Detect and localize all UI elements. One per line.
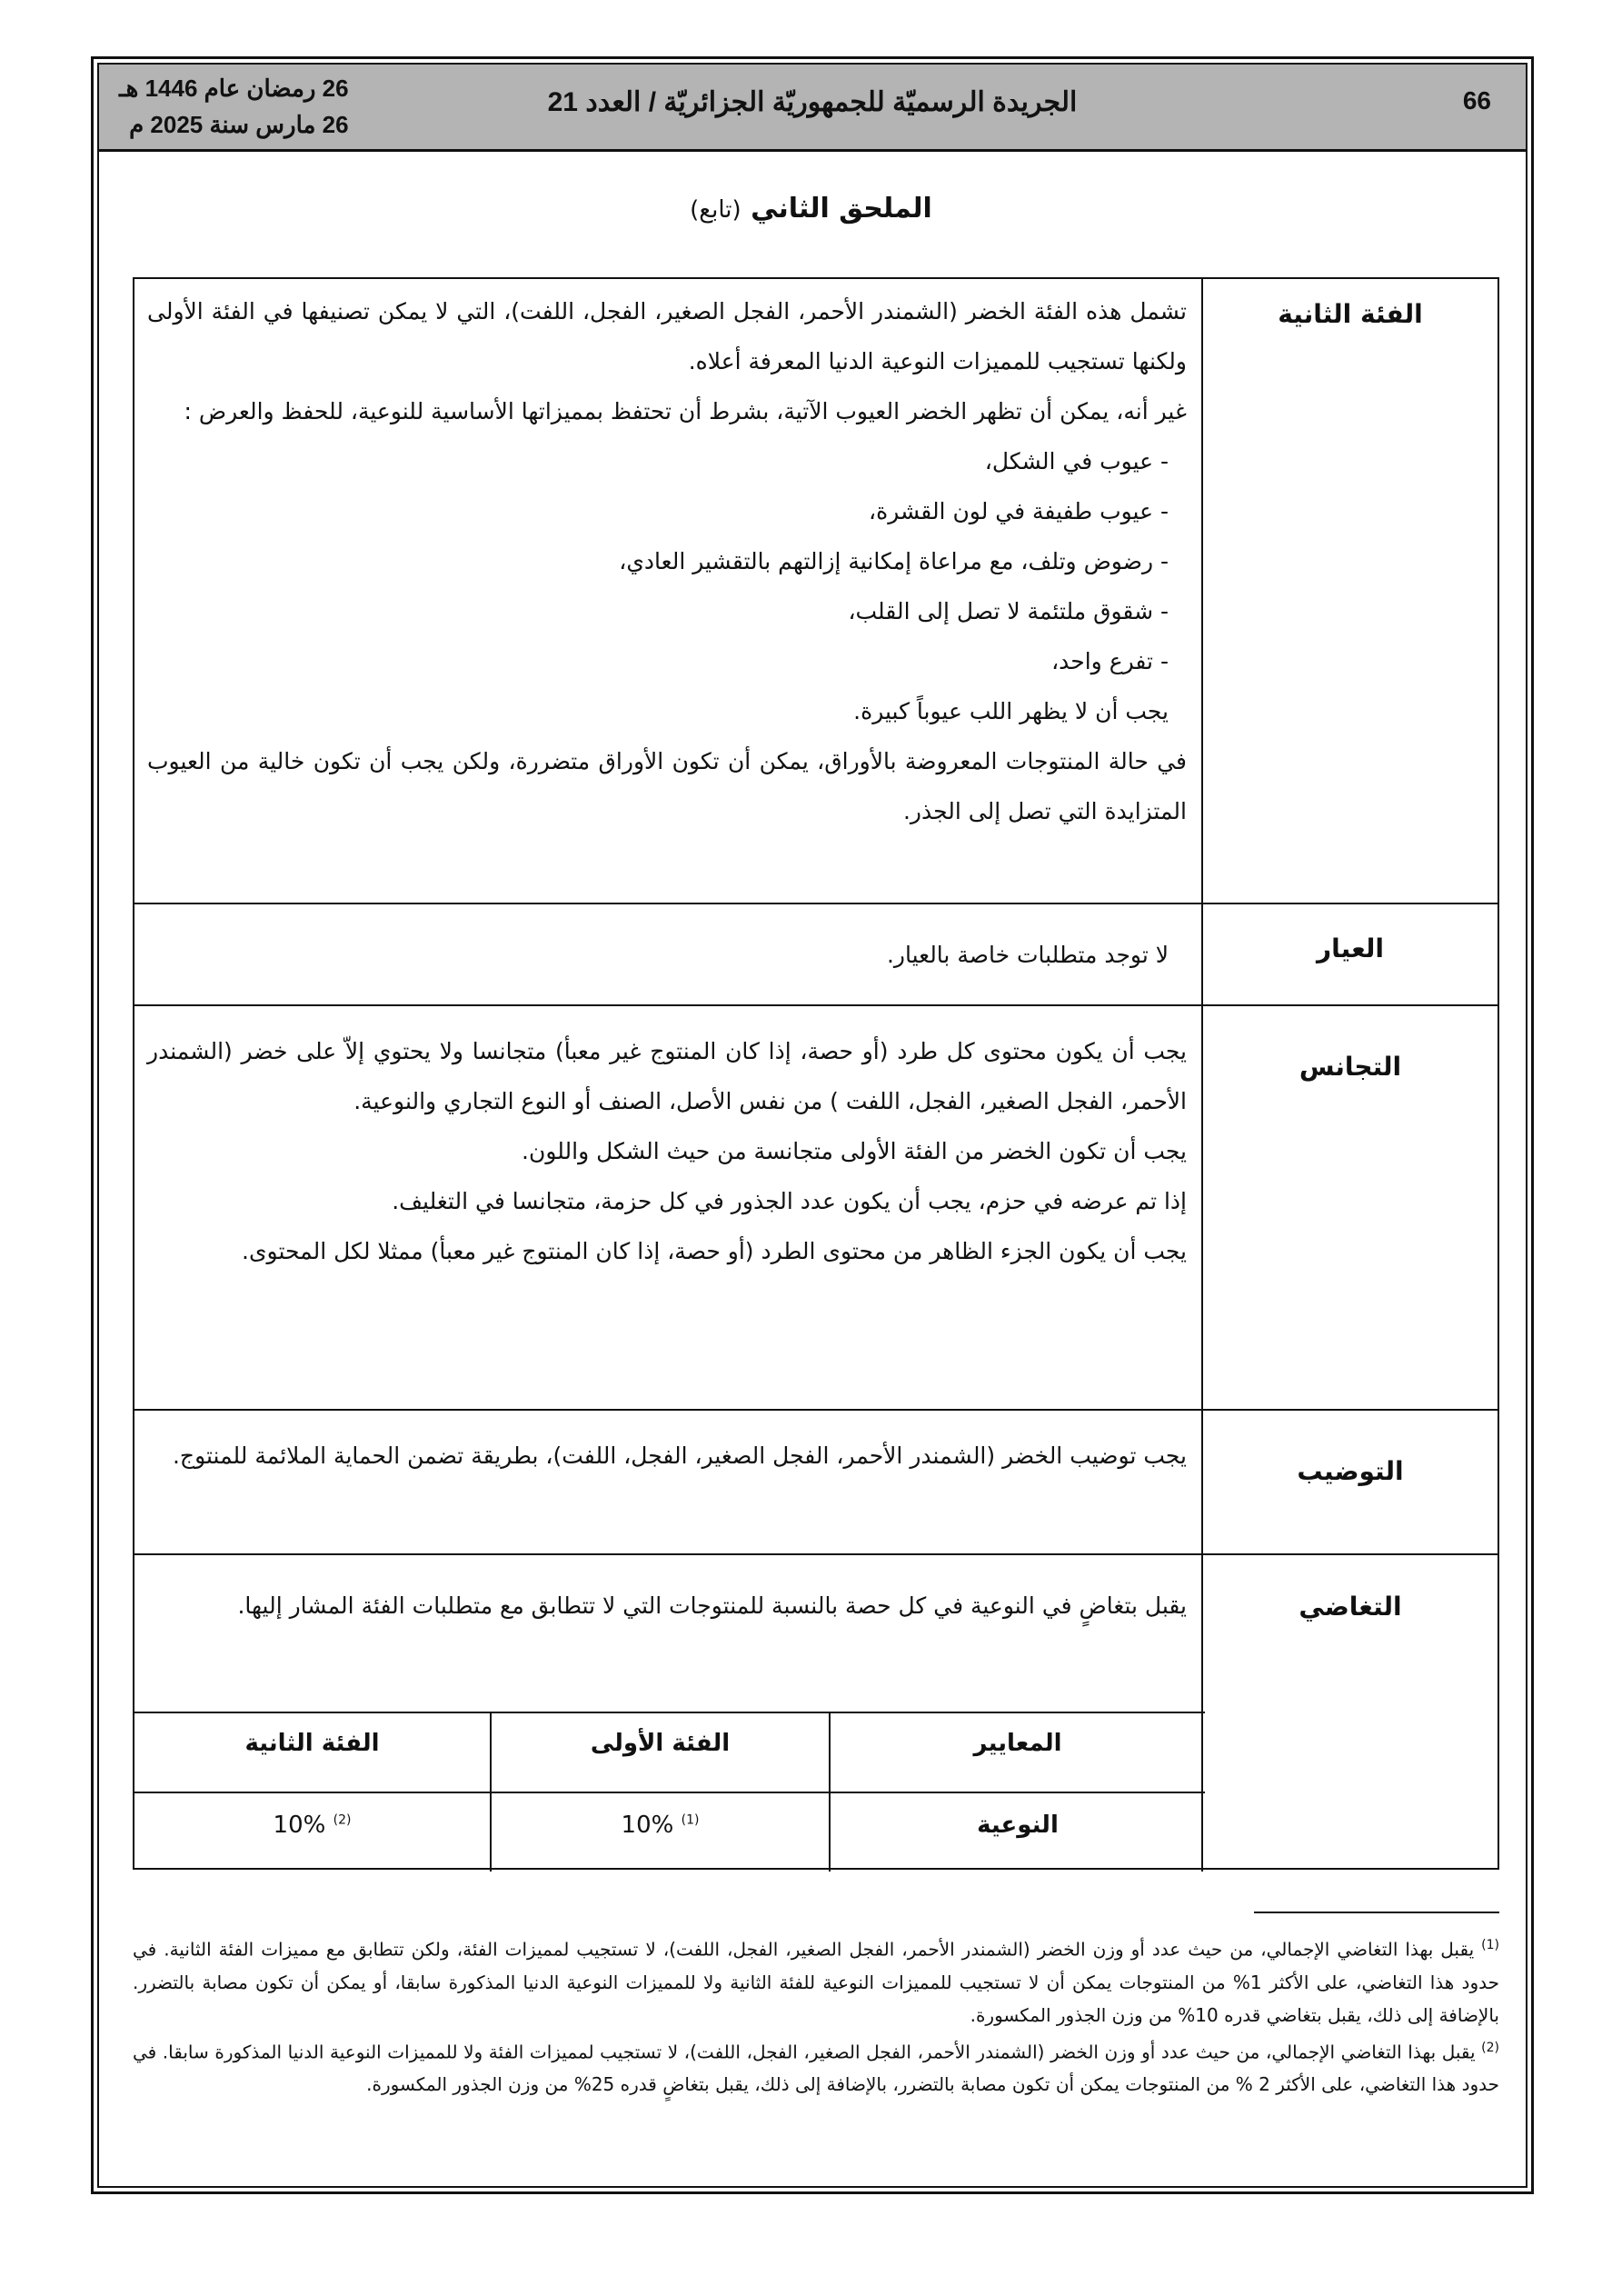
tolerance-value (490, 1792, 829, 1872)
paragraph: يجب أن تكون الخضر من الفئة الأولى متجانسة من حيث الشكل واللون. (522, 1138, 1187, 1164)
list-item: - عيوب طفيفة في لون القشرة، (869, 498, 1169, 524)
annex-title (0, 193, 1622, 225)
list-item: - شقوق ملتئمة لا تصل إلى القلب، (848, 598, 1169, 624)
footnote-mark: (2) (1481, 2040, 1500, 2055)
table-row (134, 1411, 1498, 1555)
row-text (147, 286, 1187, 836)
paragraph: يجب أن يكون الجزء الظاهر من محتوى الطرد (أو حصة، إذا كان المنتوج غير معبأ) ممثلا لكل المحتوى. (242, 1238, 1187, 1264)
gazette-title: الجريدة الرسميّة للجمهوريّة الجزائريّة / العدد 21 (547, 87, 1078, 117)
footnote (133, 2031, 1499, 2101)
row-text (147, 1431, 1187, 1481)
paragraph: يجب أن لا يظهر اللب عيوباً كبيرة. (853, 698, 1169, 724)
footnote-mark: (1) (1481, 1938, 1499, 1952)
row-text (147, 930, 1187, 980)
row-label: الفئة الثانية (1201, 279, 1498, 903)
paragraph: يجب أن يكون محتوى كل طرد (أو حصة، إذا كان المنتوج غير معبأ) متجانسا ولا يحتوي إلاّ على خضر (الشمندر الأحمر، الفجل الصغير، الفجل، اللفت ) من نفس الأصل، الصنف أو النوع التجاري والنوعية. (147, 1038, 1187, 1114)
tolerance-table (134, 1712, 1205, 1870)
footnote-text: يقبل بهذا التغاضي الإجمالي، من حيث عدد أو وزن الخضر (الشمندر الأحمر، الفجل الصغير، الفجل، اللفت)، لا تستجيب لمميزات الفئة، ولكن تتطابق مع مميزات الفئة الثانية. في حدود هذا التغاضي، على الأكثر 1% من المنتوجات يمكن أن لا تستجيب للمميزات النوعية للفئة الثانية ولا للمميزات النوعية الدنيا المذكورة سابقا، أو يمكن أن تكون مصابة بالتضرر. بالإضافة إلى ذلك، يقبل بتغاضي قدره 10% من وزن الجذور المكسورة. (133, 1938, 1499, 2026)
list-item: - رضوض وتلف، مع مراعاة إمكانية إزالتهم بالتقشير العادي، (619, 548, 1169, 574)
footnote (133, 1929, 1499, 2031)
footnote-text: يقبل بهذا التغاضي الإجمالي، من حيث عدد أو وزن الخضر (الشمندر الأحمر، الفجل الصغير، الفجل، اللفت)، لا تستجيب لمميزات الفئة ولا للمميزات النوعية الدنيا المذكورة سابقا. في حدود هذا التغاضي، على الأكثر 2 % من المنتوجات يمكن أن تكون مصابة بالتضرر، بالإضافة إلى ذلك، يقبل بتغاضٍ قدره 25% من وزن الجذور المكسورة. (133, 2041, 1499, 2096)
column-header: الفئة الثانية (244, 1730, 380, 1757)
footnote-divider (1254, 1912, 1499, 1913)
row-text (147, 1026, 1187, 1276)
table-row (134, 904, 1498, 1006)
list-item: - عيوب في الشكل، (984, 448, 1169, 474)
tolerance-value (134, 1792, 490, 1872)
value: 10% (273, 1812, 326, 1839)
paragraph: تشمل هذه الفئة الخضر (الشمندر الأحمر، الفجل الصغير، الفجل، اللفت)، التي لا يمكن تصنيفها في الفئة الأولى ولكنها تستجيب للمميزات النوعية الدنيا المعرفة أعلاه. (147, 298, 1187, 374)
value: 10% (621, 1812, 674, 1839)
row-label: التجانس (1201, 1006, 1498, 1409)
table-row (134, 279, 1498, 904)
column-header: المعايير (829, 1713, 1205, 1792)
list-item: - تفرع واحد، (1051, 648, 1169, 674)
footnotes (133, 1929, 1499, 2101)
column-header: الفئة الأولى (490, 1713, 829, 1792)
row-label: العيار (1201, 904, 1498, 1004)
paragraph: لا توجد متطلبات خاصة بالعيار. (886, 942, 1169, 968)
page-number: 66 (1462, 86, 1491, 115)
table-row (134, 1006, 1498, 1411)
row-label: النوعية (829, 1792, 1205, 1872)
gazette-header (99, 65, 1526, 152)
row-label: التوضيب (1201, 1411, 1498, 1553)
row-label: التغاضي (1201, 1555, 1498, 1872)
paragraph: في حالة المنتوجات المعروضة بالأوراق، يمكن أن تكون الأوراق متضررة، ولكن يجب أن تكون خالية من العيوب المتزايدة التي تصل إلى الجذر. (147, 748, 1187, 824)
footnote-ref: (1) (681, 1812, 700, 1828)
paragraph: يجب توضيب الخضر (الشمندر الأحمر، الفجل الصغير، الفجل، اللفت)، بطريقة تضمن الحماية الملائمة للمنتوج. (172, 1442, 1187, 1469)
paragraph: يقبل بتغاضٍ في النوعية في كل حصة بالنسبة للمنتوجات التي لا تتطابق مع متطلبات الفئة المشار إليها. (237, 1592, 1187, 1619)
paragraph: إذا تم عرضه في حزم، يجب أن يكون عدد الجذور في كل حزمة، متجانسا في التغليف. (392, 1188, 1187, 1214)
annex-suffix: (تابع) (690, 196, 741, 224)
date-hijri: 26 رمضان عام 1446 هـ (119, 75, 349, 102)
paragraph: غير أنه، يمكن أن تظهر الخضر العيوب الآتية، بشرط أن تحتفظ بمميزاتها الأساسية للنوعية، للحفظ والعرض : (184, 398, 1187, 424)
specifications-table (133, 277, 1499, 1870)
row-text (147, 1581, 1187, 1631)
issue-date (119, 70, 349, 143)
footnote-ref: (2) (333, 1812, 352, 1828)
annex-name: الملحق الثاني (751, 193, 932, 225)
date-gregorian: 26 مارس سنة 2025 م (129, 111, 349, 138)
